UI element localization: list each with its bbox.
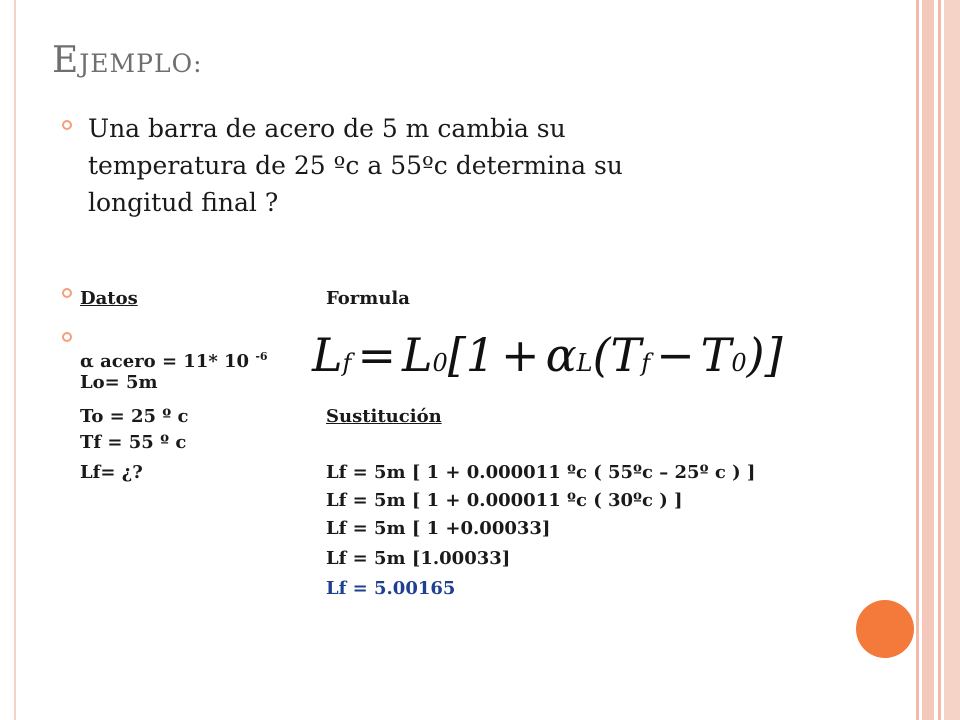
lo-line: Lo= 5m [80, 372, 158, 393]
result-line: Lf = 5.00165 [326, 578, 456, 599]
stripe [944, 0, 960, 720]
decorative-stripes [916, 0, 960, 720]
slide-title [52, 40, 203, 81]
to-line: To = 25 º c [80, 406, 189, 427]
sustitucion-line: Lf = 5m [ 1 + 0.000011 ºc ( 55ºc – 25º c ) ] [326, 462, 756, 483]
left-border-line [14, 0, 16, 720]
sustitucion-line: Lf = 5m [ 1 +0.00033] [326, 518, 551, 539]
alpha-text: α acero = 11* 10 [80, 351, 250, 372]
bullet-icon [62, 120, 72, 130]
bullet-icon [62, 332, 72, 342]
stripe [922, 0, 934, 720]
question-text: Una barra de acero de 5 m cambia su temperatura de 25 ºc a 55ºc determina su longitud final ? [88, 114, 623, 217]
tf-line: Tf = 55 º c [80, 432, 187, 453]
stripe [916, 0, 919, 720]
sustitucion-line: Lf = 5m [1.00033] [326, 548, 511, 569]
datos-heading: Datos [80, 288, 138, 309]
thermal-expansion-formula: Lf = L0[1 + αL(Tf − T0)] [312, 328, 783, 382]
sustitucion-heading: Sustitución [326, 406, 442, 427]
stripe [938, 0, 941, 720]
title-initial: E [52, 40, 80, 81]
decorative-circle [856, 600, 914, 658]
title-rest: JEMPLO: [79, 49, 203, 78]
formula-heading: Formula [326, 288, 410, 309]
alpha-exponent: -6 [255, 350, 268, 363]
lf-line: Lf= ¿? [80, 462, 143, 483]
bullet-icon [62, 288, 72, 298]
sustitucion-line: Lf = 5m [ 1 + 0.000011 ºc ( 30ºc ) ] [326, 490, 683, 511]
